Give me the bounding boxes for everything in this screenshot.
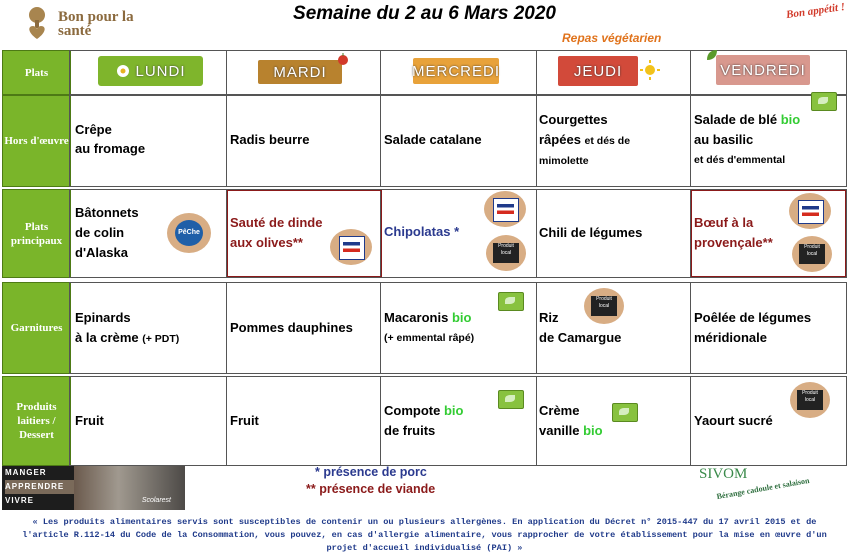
dish-line: vanille <box>539 423 580 438</box>
sun-icon <box>640 60 660 80</box>
local-label: Produit local <box>797 390 823 410</box>
bio-badge-icon <box>811 92 837 111</box>
viande-bovine-francaise-icon <box>789 193 831 229</box>
dish-line: Riz <box>539 310 559 325</box>
mav-line: APPRENDRE <box>5 480 74 494</box>
apple-icon <box>336 52 350 66</box>
row-label-garnitures: Garnitures <box>2 282 71 374</box>
scolarest-logo: Scolarest <box>141 497 171 504</box>
garniture-lundi <box>75 308 179 349</box>
produit-local-icon <box>486 235 526 271</box>
dessert-vendredi: Yaourt sucré <box>694 413 773 428</box>
day-label: MARDI <box>273 63 327 81</box>
flower-icon <box>115 63 131 79</box>
hors-vendredi <box>694 110 800 170</box>
allergen-note <box>8 516 841 555</box>
dish-line: Epinards <box>75 310 131 325</box>
garniture-mercredi <box>384 308 474 348</box>
manger-apprendre-vivre-logo <box>2 466 185 510</box>
dish-line: Sauté de dinde <box>230 215 323 230</box>
hors-mardi: Radis beurre <box>230 132 310 147</box>
bio-label: bio <box>451 310 472 325</box>
logo-text: Bon pour la santé <box>58 9 134 39</box>
dish-line: Crêpe <box>75 122 112 137</box>
dish-line: à la crème <box>75 330 139 345</box>
dish-line: méridionale <box>694 330 767 345</box>
principal-mardi <box>230 213 322 253</box>
produit-local-icon <box>584 288 624 324</box>
day-label: MERCREDI <box>412 62 501 80</box>
dessert-jeudi <box>539 401 603 441</box>
produit-local-icon <box>790 382 830 418</box>
hors-jeudi <box>539 110 630 171</box>
principal-lundi <box>75 203 139 263</box>
local-label: Produit local <box>493 243 519 263</box>
dish-line: d'Alaska <box>75 245 128 260</box>
page-title: Semaine du 2 au 6 Mars 2020 <box>293 3 556 24</box>
garniture-mardi: Pommes dauphines <box>230 320 353 335</box>
volaille-francaise-icon <box>330 229 372 265</box>
dish-line: Compote <box>384 403 441 418</box>
principal-mercredi: Chipolatas * <box>384 224 460 239</box>
dish-line: râpées <box>539 132 581 147</box>
dish-line: Bâtonnets <box>75 205 139 220</box>
legend-pork: * présence de porc <box>315 465 427 479</box>
bon-appetit-logo: Bon appétit ! <box>785 0 846 22</box>
vegetarian-label: Repas végétarien <box>562 31 662 45</box>
bio-badge-icon <box>498 292 524 311</box>
dish-line: de fruits <box>384 423 436 438</box>
dish-line: provençale** <box>694 235 773 250</box>
bio-badge-icon <box>612 403 638 422</box>
dessert-mercredi <box>384 401 463 441</box>
peche-label: PêChe <box>175 220 203 246</box>
sivom-subtitle: Bérange cadoule et salaison <box>715 475 811 502</box>
sivom-logo <box>697 466 829 510</box>
day-header-mercredi <box>413 58 499 84</box>
hors-lundi <box>75 120 145 158</box>
dessert-lundi: Fruit <box>75 413 104 428</box>
local-label: Produit local <box>591 296 617 316</box>
dish-line: et dés de <box>584 135 631 147</box>
row-label-hors-doeuvre: Hors d'œuvre <box>2 95 71 187</box>
bio-label: bio <box>583 423 603 438</box>
note-line: projet d'accueil individualisé (PAI) » <box>326 543 523 553</box>
dish-line: au fromage <box>75 141 146 156</box>
hors-mercredi: Salade catalane <box>384 132 482 147</box>
day-header-lundi <box>98 56 203 86</box>
garniture-vendredi <box>694 308 811 348</box>
day-label: LUNDI <box>135 62 186 80</box>
dish-line: Macaronis <box>384 310 449 325</box>
peche-responsable-icon <box>167 213 211 253</box>
principal-jeudi: Chili de légumes <box>539 225 643 240</box>
bio-label: bio <box>443 403 464 418</box>
row-label-produits-laitiers: Produits laitiers / Dessert <box>2 376 71 466</box>
produit-local-icon <box>792 236 832 272</box>
principal-vendredi <box>694 213 773 253</box>
porc-francais-icon <box>484 191 526 227</box>
dessert-mardi: Fruit <box>230 413 259 428</box>
day-header-vendredi <box>716 55 810 85</box>
day-label: JEUDI <box>573 62 623 80</box>
mav-line: VIVRE <box>5 496 35 505</box>
dish-line: Crème <box>539 403 580 418</box>
note-line: « Les produits alimentaires servis sont susceptibles de contenir un ou plusieurs allergènes. En application du Décret n° 2015-447 du 17 avril 2015 et de <box>32 517 817 527</box>
dish-line: (+ emmental râpé) <box>384 332 475 344</box>
mav-line: MANGER <box>5 468 47 477</box>
dish-line: Courgettes <box>539 112 608 127</box>
dish-line: de Camargue <box>539 330 622 345</box>
sivom-title: SIVOM <box>699 466 748 482</box>
dish-line: mimolette <box>539 155 589 167</box>
leaf-icon <box>706 49 718 61</box>
row-label-plats-principaux: Plats principaux <box>2 189 71 278</box>
note-line: l'article R.112-14 du Code de la Consommation, vous pouvez, en cas d'allergie alimentaire, vous rapprocher de votre établissement pour la mise en œuvre d'un <box>22 530 827 540</box>
legend-meat: ** présence de viande <box>306 482 436 496</box>
bio-label: bio <box>780 112 801 127</box>
dish-line: Bœuf à la <box>694 215 754 230</box>
bio-badge-icon <box>498 390 524 409</box>
day-label: VENDREDI <box>720 61 806 79</box>
row-label-plats: Plats <box>2 50 71 95</box>
day-header-mardi <box>258 60 342 84</box>
dish-line: de colin <box>75 225 125 240</box>
dish-line: aux olives** <box>230 235 303 250</box>
dish-line: Poêlée de légumes <box>694 310 812 325</box>
day-header-jeudi <box>558 56 638 86</box>
dish-line: Salade de blé <box>694 112 778 127</box>
local-label: Produit local <box>799 244 825 264</box>
dish-line: et dés d'emmental <box>694 154 786 166</box>
dish-line: au basilic <box>694 132 754 147</box>
dish-line: (+ PDT) <box>142 333 180 345</box>
